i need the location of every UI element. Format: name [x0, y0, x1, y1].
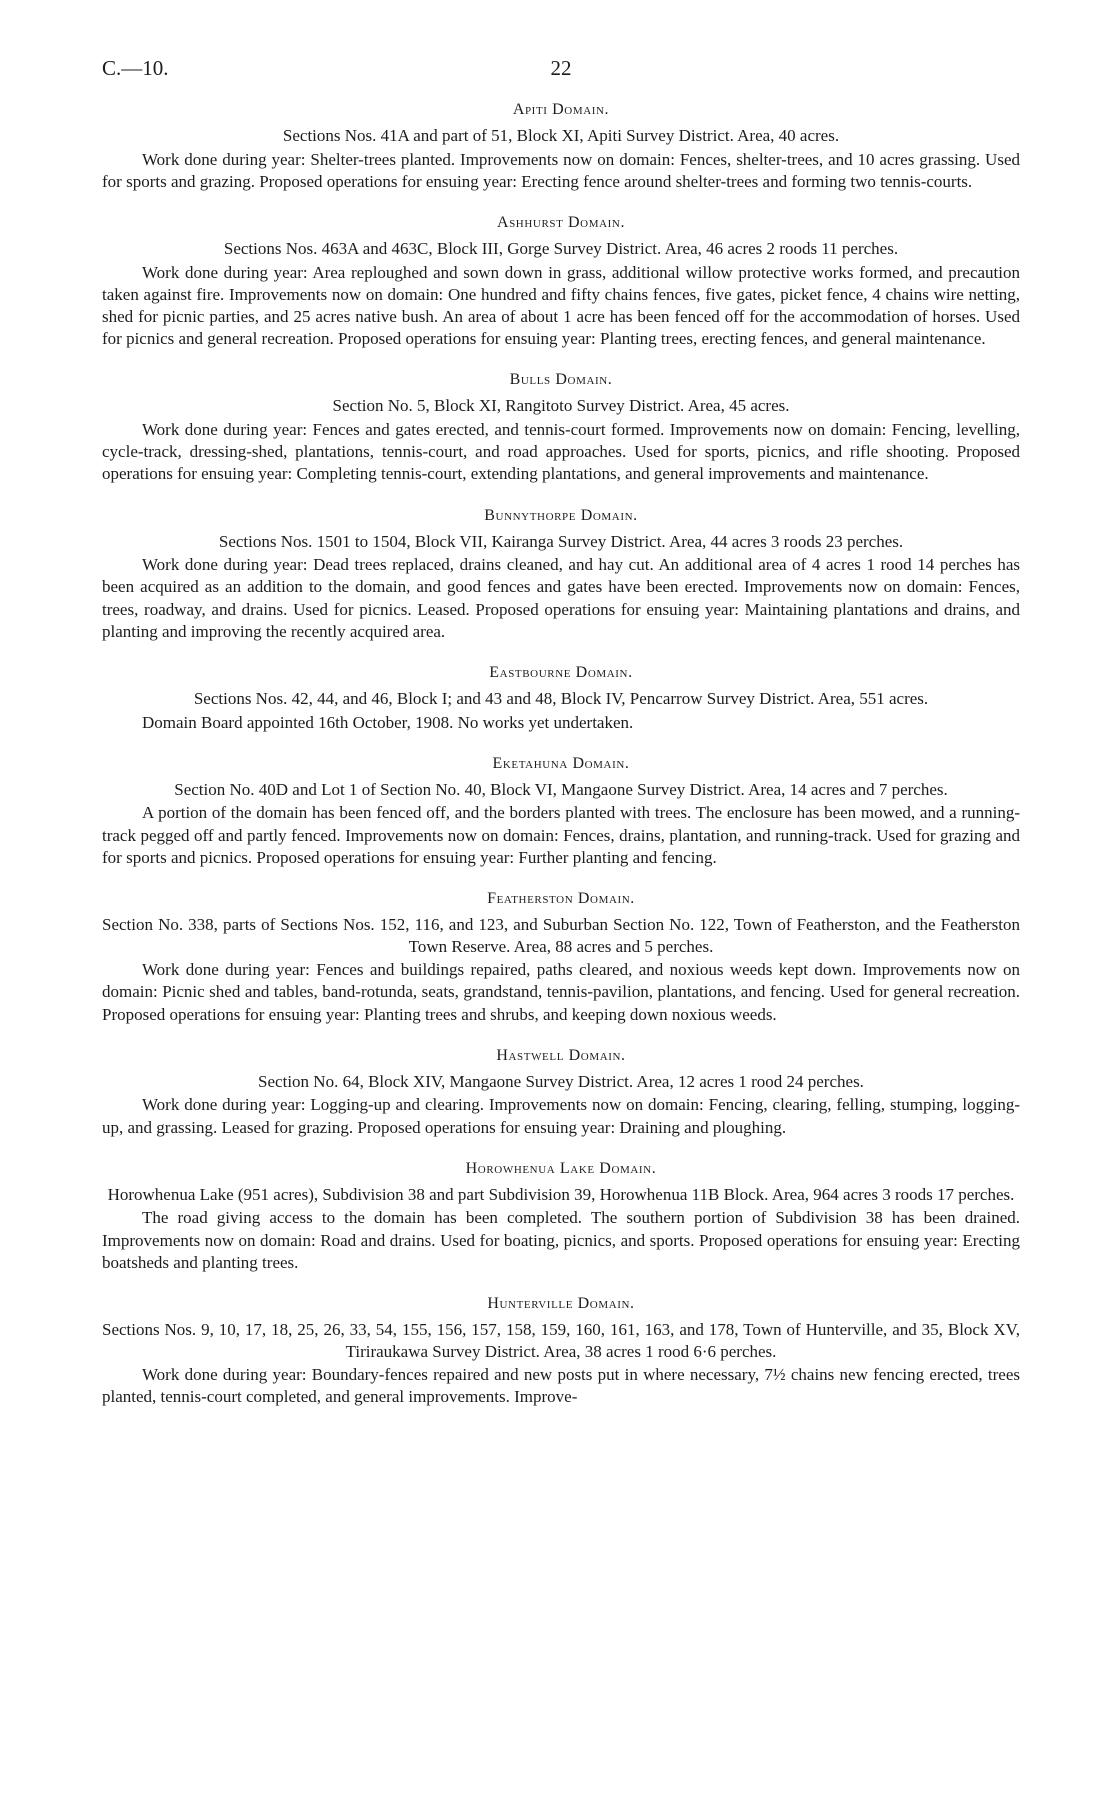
section-body: Work done during year: Boundary-fences repaired and new posts put in where necessary, 7½ chains new fencing erected, trees planted, tennis-court completed, and general improvements. Improve-	[102, 1365, 1020, 1407]
section-title: Hastwell Domain.	[496, 1046, 626, 1064]
document-page	[102, 56, 1020, 1409]
section-lead: Section No. 5, Block XI, Rangitoto Survey District. Area, 45 acres.	[332, 396, 790, 416]
section-title: Eketahuna Domain.	[492, 754, 630, 772]
section-title: Eastbourne Domain.	[489, 664, 633, 682]
section-title: Apiti Domain.	[512, 101, 610, 118]
section-title: Ashhurst Domain.	[496, 214, 626, 231]
section-body: Work done during year: Fences and gates erected, and tennis-court formed. Improvements now on domain: Fencing, levelling, cycle-track, dressing-shed, plantations, tennis-court, and road approaches. Used for sports, picnics, and rifle shooting. Proposed operations for ensuing year: Completing tennis-court, extending plantations, and general improvements and maintenance.	[102, 420, 1020, 484]
section-title: Hunterville Domain.	[487, 1295, 635, 1313]
section-eketahuna-domain	[102, 754, 1020, 869]
section-lead: Section No. 40D and Lot 1 of Section No. 40, Block VI, Mangaone Survey District. Area, 14 acres and 7 perches.	[174, 779, 948, 799]
section-body: Work done during year: Area reploughed and sown down in grass, additional willow protective works formed, and precaution taken against fire. Improvements now on domain: One hundred and fifty chains fences, five gates, picket fence, 4 chains wire netting, shed for picnic parties, and 25 acres native bush. An area of about 1 acre has been fenced off for the accommodation of horses. Used for picnics and general recreation. Proposed operations for ensuing year: Planting trees, erecting fences, and general maintenance.	[102, 262, 1020, 349]
document-code: C.—10.	[102, 56, 169, 80]
section-bulls-domain	[102, 370, 1020, 485]
section-body: Work done during year: Logging-up and clearing. Improvements now on domain: Fencing, clearing, felling, stumping, logging-up, and grassing. Leased for grazing. Proposed operations for ensuing year: Draining and ploughing.	[102, 1095, 1020, 1137]
section-eastbourne-domain	[102, 663, 1020, 734]
page-number: 22	[550, 56, 572, 80]
section-hastwell-domain	[102, 1046, 1020, 1139]
section-lead: Section No. 338, parts of Sections Nos. 152, 116, and 123, and Suburban Section No. 122, Town of Featherston, and the Featherston Town Reserve. Area, 88 acres and 5 perches.	[102, 915, 1020, 956]
section-lead: Sections Nos. 41A and part of 51, Block XI, Apiti Survey District. Area, 40 acres.	[282, 126, 840, 145]
section-title: Bunnythorpe Domain.	[484, 506, 638, 524]
section-apiti-domain	[102, 100, 1020, 193]
section-featherston-domain	[102, 889, 1020, 1026]
section-lead: Horowhenua Lake (951 acres), Subdivision 38 and part Subdivision 39, Horowhenua 11B Block. Area, 964 acres 3 roods 17 perches.	[107, 1184, 1015, 1204]
section-body: Domain Board appointed 16th October, 1908. No works yet undertaken.	[142, 712, 634, 732]
section-body: The road giving access to the domain has been completed. The southern portion of Subdivision 38 has been drained. Improvements now on domain: Road and drains. Used for boating, picnics, and sports. Proposed operations for ensuing year: Erecting boatsheds and planting trees.	[102, 1208, 1020, 1272]
section-ashhurst-domain	[102, 213, 1020, 350]
section-horowhenua-lake-domain	[102, 1159, 1020, 1274]
section-title: Featherston Domain.	[487, 890, 635, 908]
section-lead: Sections Nos. 9, 10, 17, 18, 25, 26, 33, 54, 155, 156, 157, 158, 159, 160, 161, 163, and 178, Town of Hunterville, and 35, Block XV, Tiriraukawa Survey District. Area, 38 acres 1 rood 6·6 perches.	[102, 1320, 1020, 1361]
section-lead: Section No. 64, Block XIV, Mangaone Survey District. Area, 12 acres 1 rood 24 perches.	[258, 1071, 864, 1091]
section-body: Work done during year: Shelter-trees planted. Improvements now on domain: Fences, shelter-trees, and 10 acres grassing. Used for sports and grazing. Proposed operations for ensuing year: Erecting fence around shelter-trees and forming two tennis-courts.	[102, 149, 1020, 191]
section-lead: Sections Nos. 42, 44, and 46, Block I; and 43 and 48, Block IV, Pencarrow Survey District. Area, 551 acres.	[193, 689, 929, 709]
section-title: Bulls Domain.	[509, 371, 613, 389]
section-body: Work done during year: Dead trees replaced, drains cleaned, and hay cut. An additional area of 4 acres 1 rood 14 perches has been acquired as an addition to the domain, and good fences and gates have been erected. Improvements now on domain: Fences, trees, roadway, and drains. Used for picnics. Leased. Proposed operations for ensuing year: Maintaining plantations and drains, and planting and improving the recently acquired area.	[102, 555, 1020, 641]
section-title: Horowhenua Lake Domain.	[465, 1159, 657, 1177]
section-body: A portion of the domain has been fenced off, and the borders planted with trees. The enclosure has been mowed, and a running-track pegged off and partly fenced. Improvements now on domain: Fences, drains, plantation, and running-track. Used for grazing and for sports and picnics. Proposed operations for ensuing year: Further planting and fencing.	[102, 803, 1020, 867]
section-lead: Sections Nos. 1501 to 1504, Block VII, Kairanga Survey District. Area, 44 acres 3 roods 23 perches.	[218, 531, 904, 551]
section-lead: Sections Nos. 463A and 463C, Block III, Gorge Survey District. Area, 46 acres 2 roods 11 perches.	[223, 239, 899, 258]
section-bunnythorpe-domain	[102, 506, 1020, 643]
page-header	[102, 56, 1020, 88]
section-body: Work done during year: Fences and buildings repaired, paths cleared, and noxious weeds kept down. Improvements now on domain: Picnic shed and tables, band-rotunda, seats, grandstand, tennis-pavilion, plantations, and fencing. Used for general recreation. Proposed operations for ensuing year: Planting trees and shrubs, and keeping down noxious weeds.	[102, 960, 1020, 1024]
section-hunterville-domain	[102, 1294, 1020, 1409]
